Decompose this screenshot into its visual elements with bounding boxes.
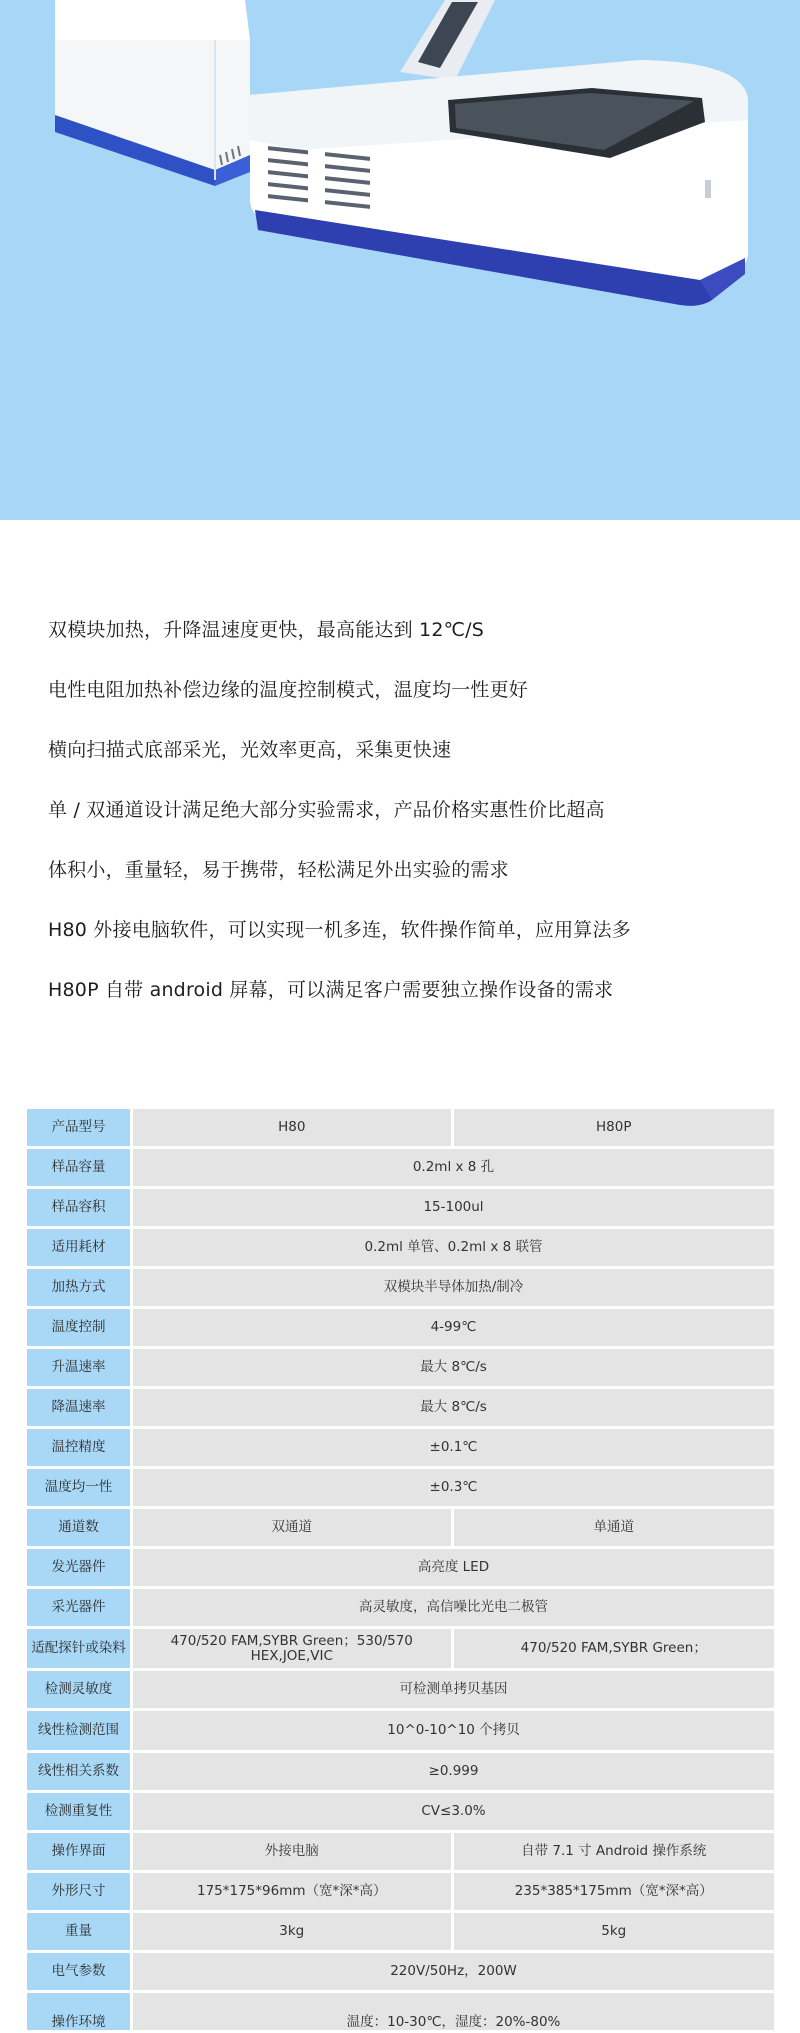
cell-line: 470/520 FAM,SYBR Green；530/570 [170, 1632, 413, 1649]
row-label: 线性相关系数 [27, 1753, 133, 1790]
table-row [27, 1349, 774, 1386]
row-label: 加热方式 [27, 1269, 133, 1306]
spec-table [27, 1106, 774, 2033]
cell-value: 4-99℃ [133, 1309, 774, 1346]
table-row [27, 1389, 774, 1426]
cell-value: 0.2ml 单管、0.2ml x 8 联管 [133, 1229, 774, 1266]
feature-item: H80 外接电脑软件，可以实现一机多连，软件操作简单，应用算法多 [48, 919, 631, 941]
cell-value: 高亮度 LED [133, 1549, 774, 1586]
row-label: 样品容量 [27, 1149, 133, 1186]
table-row [27, 1269, 774, 1306]
cell-value: ±0.3℃ [133, 1469, 774, 1506]
table-row [27, 1229, 774, 1266]
table-row [27, 1753, 774, 1790]
table-row [27, 1469, 774, 1506]
feature-list [48, 612, 768, 1032]
table-row [27, 1189, 774, 1226]
cell-value: 0.2ml x 8 孔 [133, 1149, 774, 1186]
cell-value: ≥0.999 [133, 1753, 774, 1790]
product-illustration [0, 0, 800, 520]
cell-h80: 175*175*96mm（宽*深*高） [133, 1873, 454, 1910]
table-row [27, 1549, 774, 1586]
table-row [27, 1793, 774, 1830]
row-label: 适配探针或染料 [27, 1629, 133, 1668]
feature-item: 单 / 双通道设计满足绝大部分实验需求，产品价格实惠性价比超高 [48, 799, 605, 821]
table-row [27, 1149, 774, 1186]
row-label: 操作界面 [27, 1833, 133, 1870]
row-label: 检测灵敏度 [27, 1671, 133, 1708]
table-row [27, 1993, 774, 2030]
row-label: 适用耗材 [27, 1229, 133, 1266]
cell-h80p: 自带 7.1 寸 Android 操作系统 [454, 1833, 775, 1870]
feature-item: H80P 自带 android 屏幕，可以满足客户需要独立操作设备的需求 [48, 979, 614, 1001]
h80p-device-image [250, 0, 748, 306]
row-label: 发光器件 [27, 1549, 133, 1586]
feature-item: 体积小，重量轻，易于携带，轻松满足外出实验的需求 [48, 859, 509, 881]
cell-h80p: 235*385*175mm（宽*深*高） [454, 1873, 775, 1910]
cell-h80p: 单通道 [454, 1509, 775, 1546]
cell-value: 温度：10-30℃，湿度：20%-80% [133, 1993, 774, 2030]
hero-banner [0, 0, 800, 520]
row-label: 操作环境 [27, 1993, 133, 2030]
row-label: 产品型号 [27, 1109, 133, 1146]
row-label: 升温速率 [27, 1349, 133, 1386]
table-row [27, 1589, 774, 1626]
row-label: 温控精度 [27, 1429, 133, 1466]
row-label: 采光器件 [27, 1589, 133, 1626]
cell-value: 可检测单拷贝基因 [133, 1671, 774, 1708]
cell-value: CV≤3.0% [133, 1793, 774, 1830]
cell-value: 最大 8℃/s [133, 1349, 774, 1386]
cell-h80p: H80P [454, 1109, 775, 1146]
row-label: 外形尺寸 [27, 1873, 133, 1910]
table-row [27, 1711, 774, 1750]
row-label: 温度控制 [27, 1309, 133, 1346]
table-row [27, 1629, 774, 1668]
table-row [27, 1833, 774, 1870]
feature-item: 双模块加热，升降温速度更快，最高能达到 12℃/S [48, 619, 485, 641]
cell-h80: 3kg [133, 1913, 454, 1950]
cell-h80 [133, 1629, 454, 1668]
cell-value: 15-100ul [133, 1189, 774, 1226]
table-row [27, 1873, 774, 1910]
cell-value: 最大 8℃/s [133, 1389, 774, 1426]
cell-h80: 双通道 [133, 1509, 454, 1546]
cell-h80: 外接电脑 [133, 1833, 454, 1870]
table-row [27, 1309, 774, 1346]
row-label: 温度均一性 [27, 1469, 133, 1506]
table-row [27, 1913, 774, 1950]
table-row [27, 1953, 774, 1990]
row-label: 检测重复性 [27, 1793, 133, 1830]
table-row [27, 1509, 774, 1546]
table-row [27, 1109, 774, 1146]
cell-h80p: 5kg [454, 1913, 775, 1950]
table-row [27, 1671, 774, 1708]
cell-h80p: 470/520 FAM,SYBR Green； [454, 1629, 775, 1668]
cell-value: ±0.1℃ [133, 1429, 774, 1466]
row-label: 电气参数 [27, 1953, 133, 1990]
row-label: 降温速率 [27, 1389, 133, 1426]
row-label: 重量 [27, 1913, 133, 1950]
feature-item: 电性电阻加热补偿边缘的温度控制模式，温度均一性更好 [48, 679, 529, 701]
feature-item: 横向扫描式底部采光，光效率更高，采集更快速 [48, 739, 452, 761]
cell-value: 高灵敏度，高信噪比光电二极管 [133, 1589, 774, 1626]
cell-value: 220V/50Hz，200W [133, 1953, 774, 1990]
cell-h80: H80 [133, 1109, 454, 1146]
row-label: 线性检测范围 [27, 1711, 133, 1750]
row-label: 样品容积 [27, 1189, 133, 1226]
cell-value: 10^0-10^10 个拷贝 [133, 1711, 774, 1750]
h80-device-image [55, 0, 250, 186]
cell-line: HEX,JOE,VIC [250, 1647, 333, 1664]
cell-value: 双模块半导体加热/制冷 [133, 1269, 774, 1306]
table-row [27, 1429, 774, 1466]
row-label: 通道数 [27, 1509, 133, 1546]
